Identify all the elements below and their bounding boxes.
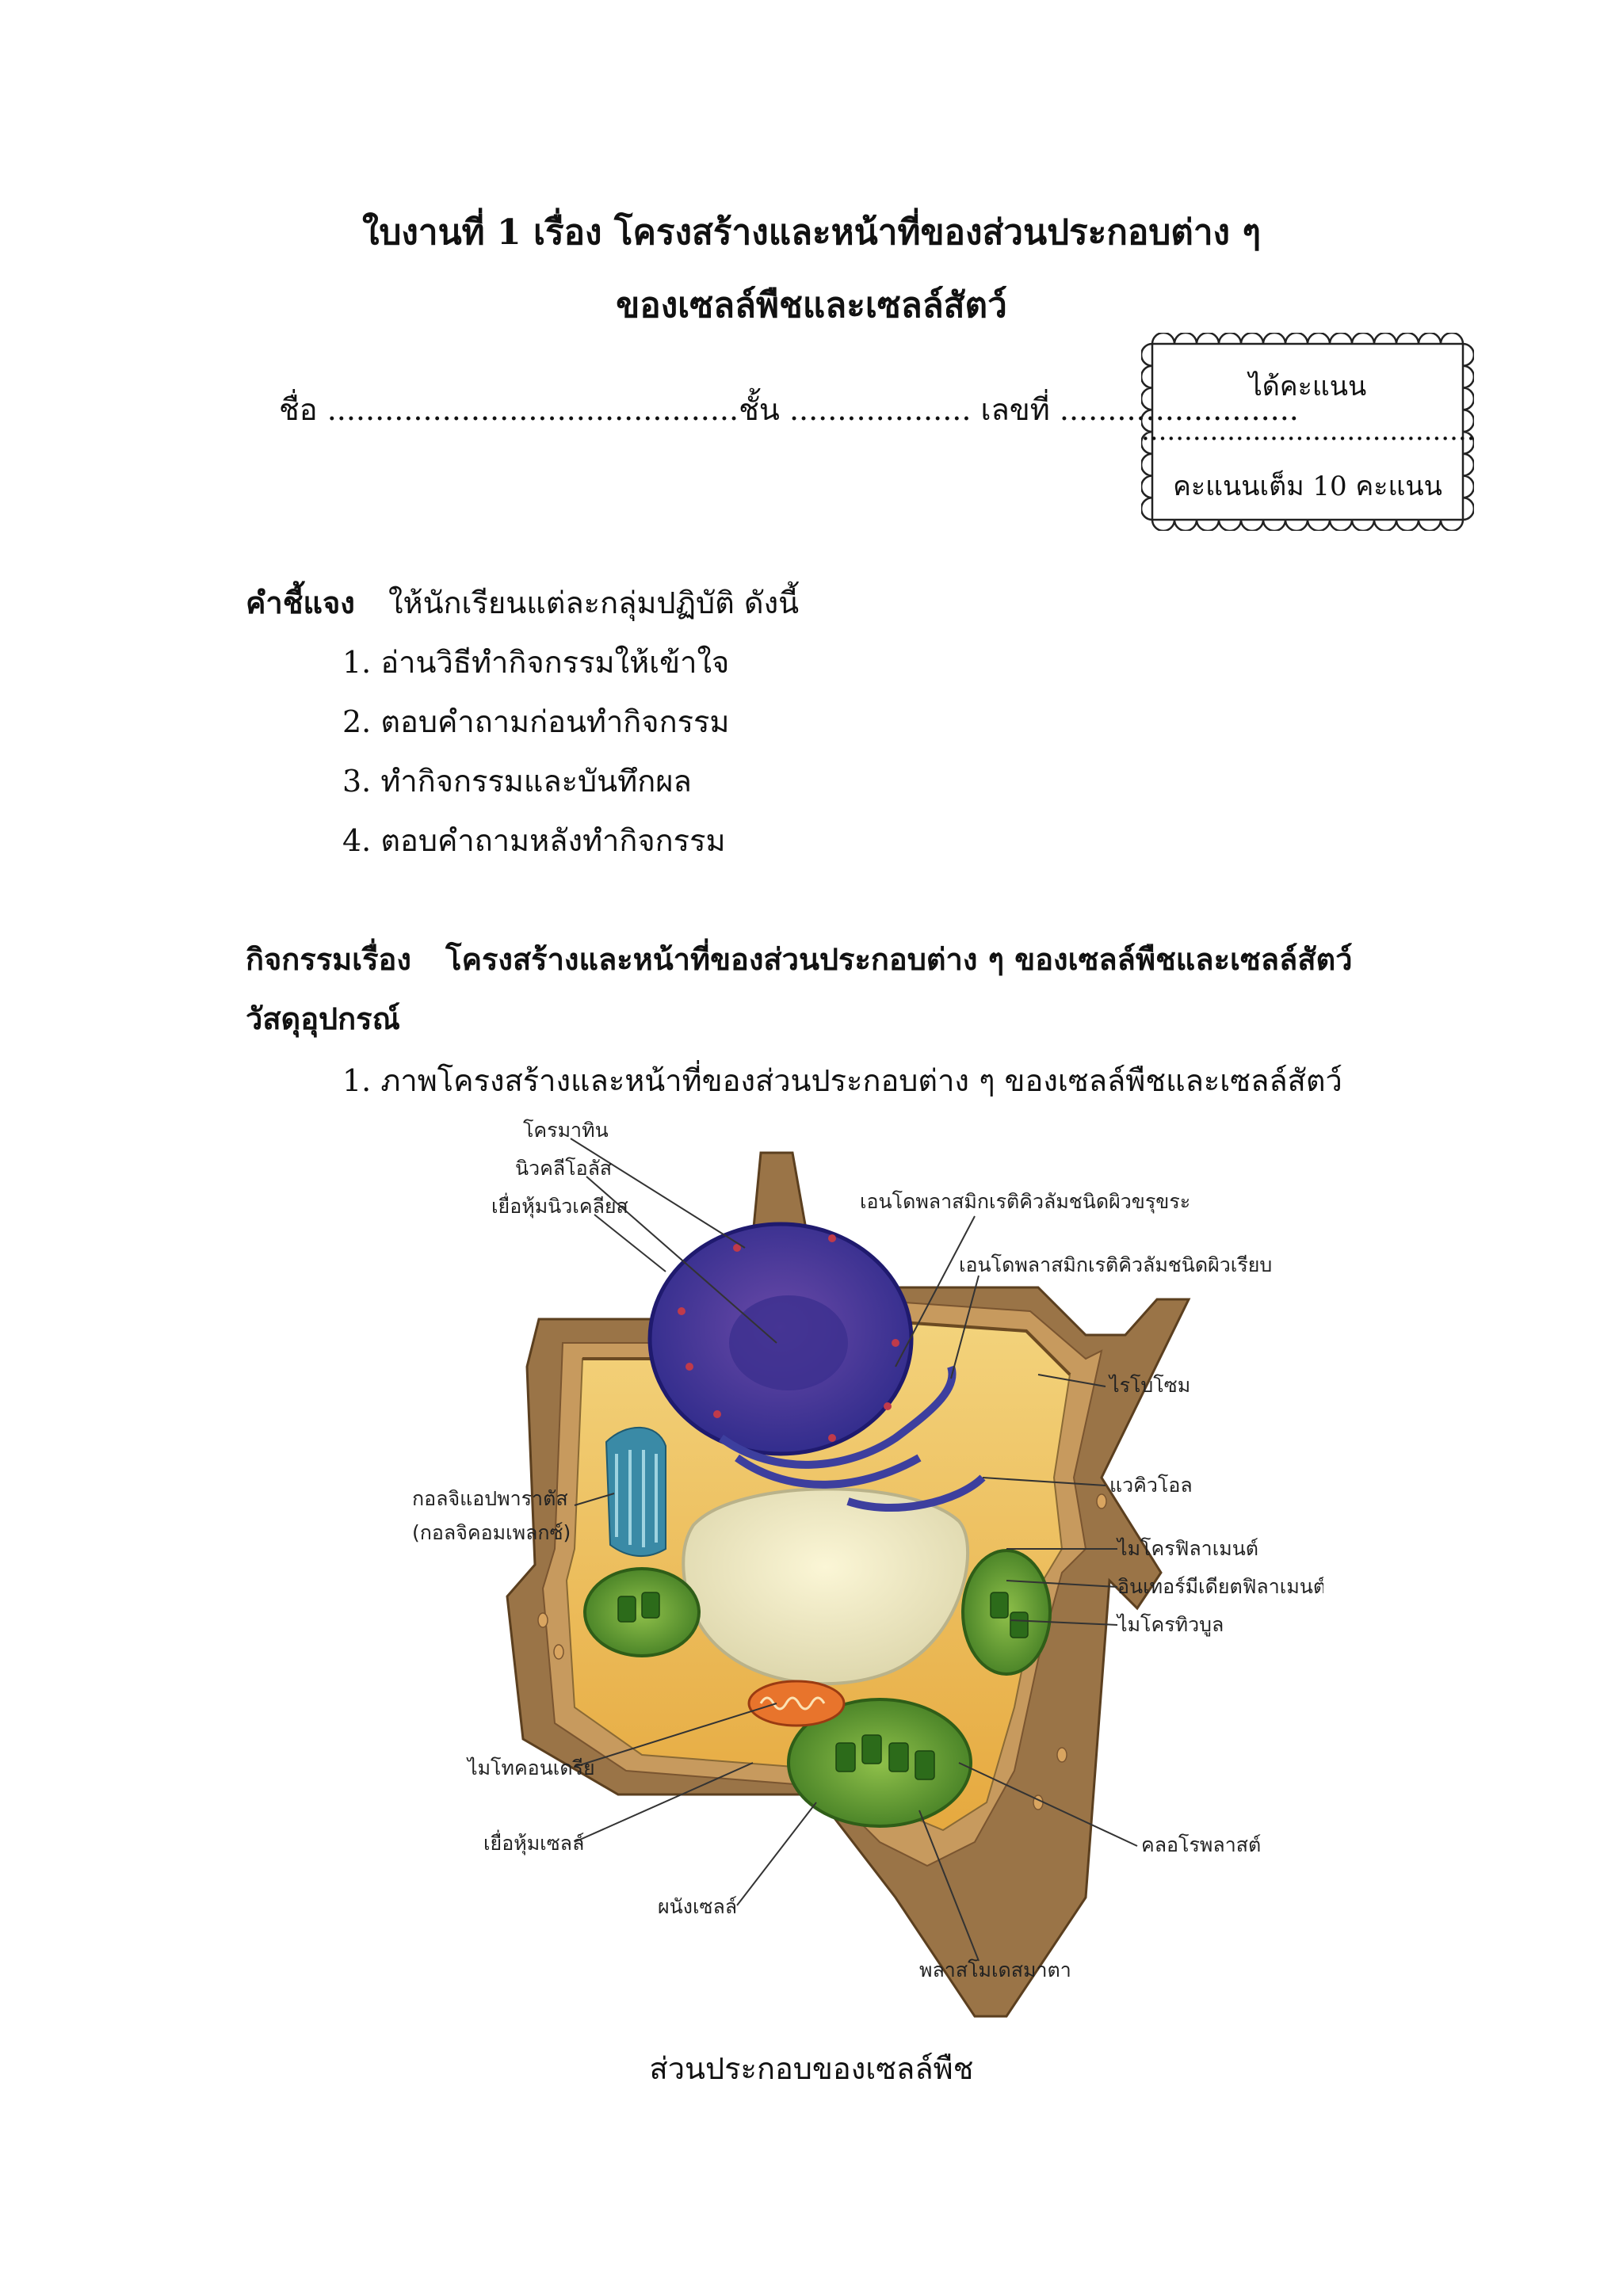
diagram-caption: ส่วนประกอบของเซลล์พืช xyxy=(649,2051,974,2086)
label-plasmodesmata: พลาสโมเดสมาตา xyxy=(919,1958,1071,1981)
instruction-item: 3. ทำกิจกรรมและบันทึกผล xyxy=(342,764,692,799)
label-vacuole: แวคิวโอล xyxy=(1109,1474,1193,1497)
instructions-label: คำชี้แจง xyxy=(246,585,355,620)
score-box xyxy=(1141,333,1474,531)
activity-label: กิจกรรมเรื่อง xyxy=(246,941,411,977)
materials-item: 1. ภาพโครงสร้างและหน้าที่ของส่วนประกอบต่าง ๆ ของเซลล์พืชและเซลล์สัตว์ xyxy=(342,1063,1342,1098)
label-golgi-alt: (กอลจิคอมเพลกซ์) xyxy=(412,1521,571,1544)
label-ribosome: ไรโบโซม xyxy=(1109,1374,1191,1397)
label-nuclear-envelope: เยื่อหุ้มนิวเคลียส xyxy=(491,1195,628,1218)
plant-cell-diagram xyxy=(404,1105,1323,2040)
label-rough-er: เอนโดพลาสมิกเรติคิวลัมชนิดผิวขรุขระ xyxy=(860,1190,1191,1213)
student-info-line: ชื่อ ...........................................ชั้น ................... เลขที่ ......................... xyxy=(279,392,1299,427)
score-blank: ....................................... xyxy=(1141,415,1476,447)
full-score-label: คะแนนเต็ม 10 คะแนน xyxy=(1173,471,1442,502)
label-intermediate-filament: อินเทอร์มีเดียตฟิลาเมนต์ xyxy=(1117,1575,1323,1598)
instruction-item: 2. ตอบคำถามก่อนทำกิจกรรม xyxy=(342,704,730,739)
instructions-text: ให้นักเรียนแต่ละกลุ่มปฏิบัติ ดังนี้ xyxy=(388,585,800,620)
title-line-1: ใบงานที่ 1 เรื่อง โครงสร้างและหน้าที่ของส่วนประกอบต่าง ๆ xyxy=(362,212,1261,253)
score-label: ได้คะแนน xyxy=(1248,371,1367,402)
activity-text: โครงสร้างและหน้าที่ของส่วนประกอบต่าง ๆ ของเซลล์พืชและเซลล์สัตว์ xyxy=(445,941,1353,977)
label-chloroplast: คลอโรพลาสต์ xyxy=(1141,1833,1262,1856)
title-line-2: ของเซลล์พืชและเซลล์สัตว์ xyxy=(616,285,1007,326)
instructions xyxy=(246,578,799,627)
label-nucleolus: นิวคลีโอลัส xyxy=(515,1157,613,1180)
label-chromatin: โครมาทิน xyxy=(523,1119,609,1142)
activity-heading xyxy=(246,935,1353,983)
label-microtubule: ไมโครทิวบูล xyxy=(1117,1613,1224,1636)
label-microfilament: ไมโครฟิลาเมนต์ xyxy=(1117,1537,1259,1560)
instruction-item: 1. อ่านวิธีทำกิจกรรมให้เข้าใจ xyxy=(342,645,730,680)
label-cell-wall: ผนังเซลล์ xyxy=(658,1895,738,1918)
nucleolus xyxy=(729,1295,848,1390)
mitochondrion xyxy=(749,1681,844,1726)
label-smooth-er: เอนโดพลาสมิกเรติคิวลัมชนิดผิวเรียบ xyxy=(959,1253,1273,1276)
label-golgi: กอลจิแอปพาราตัส xyxy=(412,1487,568,1510)
materials-label: วัสดุอุปกรณ์ xyxy=(246,1001,400,1036)
golgi-apparatus xyxy=(606,1428,666,1556)
label-cell-membrane: เยื่อหุ้มเซลล์ xyxy=(483,1832,585,1855)
label-mitochondrion: ไมโทคอนเดรีย xyxy=(468,1756,595,1779)
instruction-item: 4. ตอบคำถามหลังทำกิจกรรม xyxy=(342,823,726,858)
